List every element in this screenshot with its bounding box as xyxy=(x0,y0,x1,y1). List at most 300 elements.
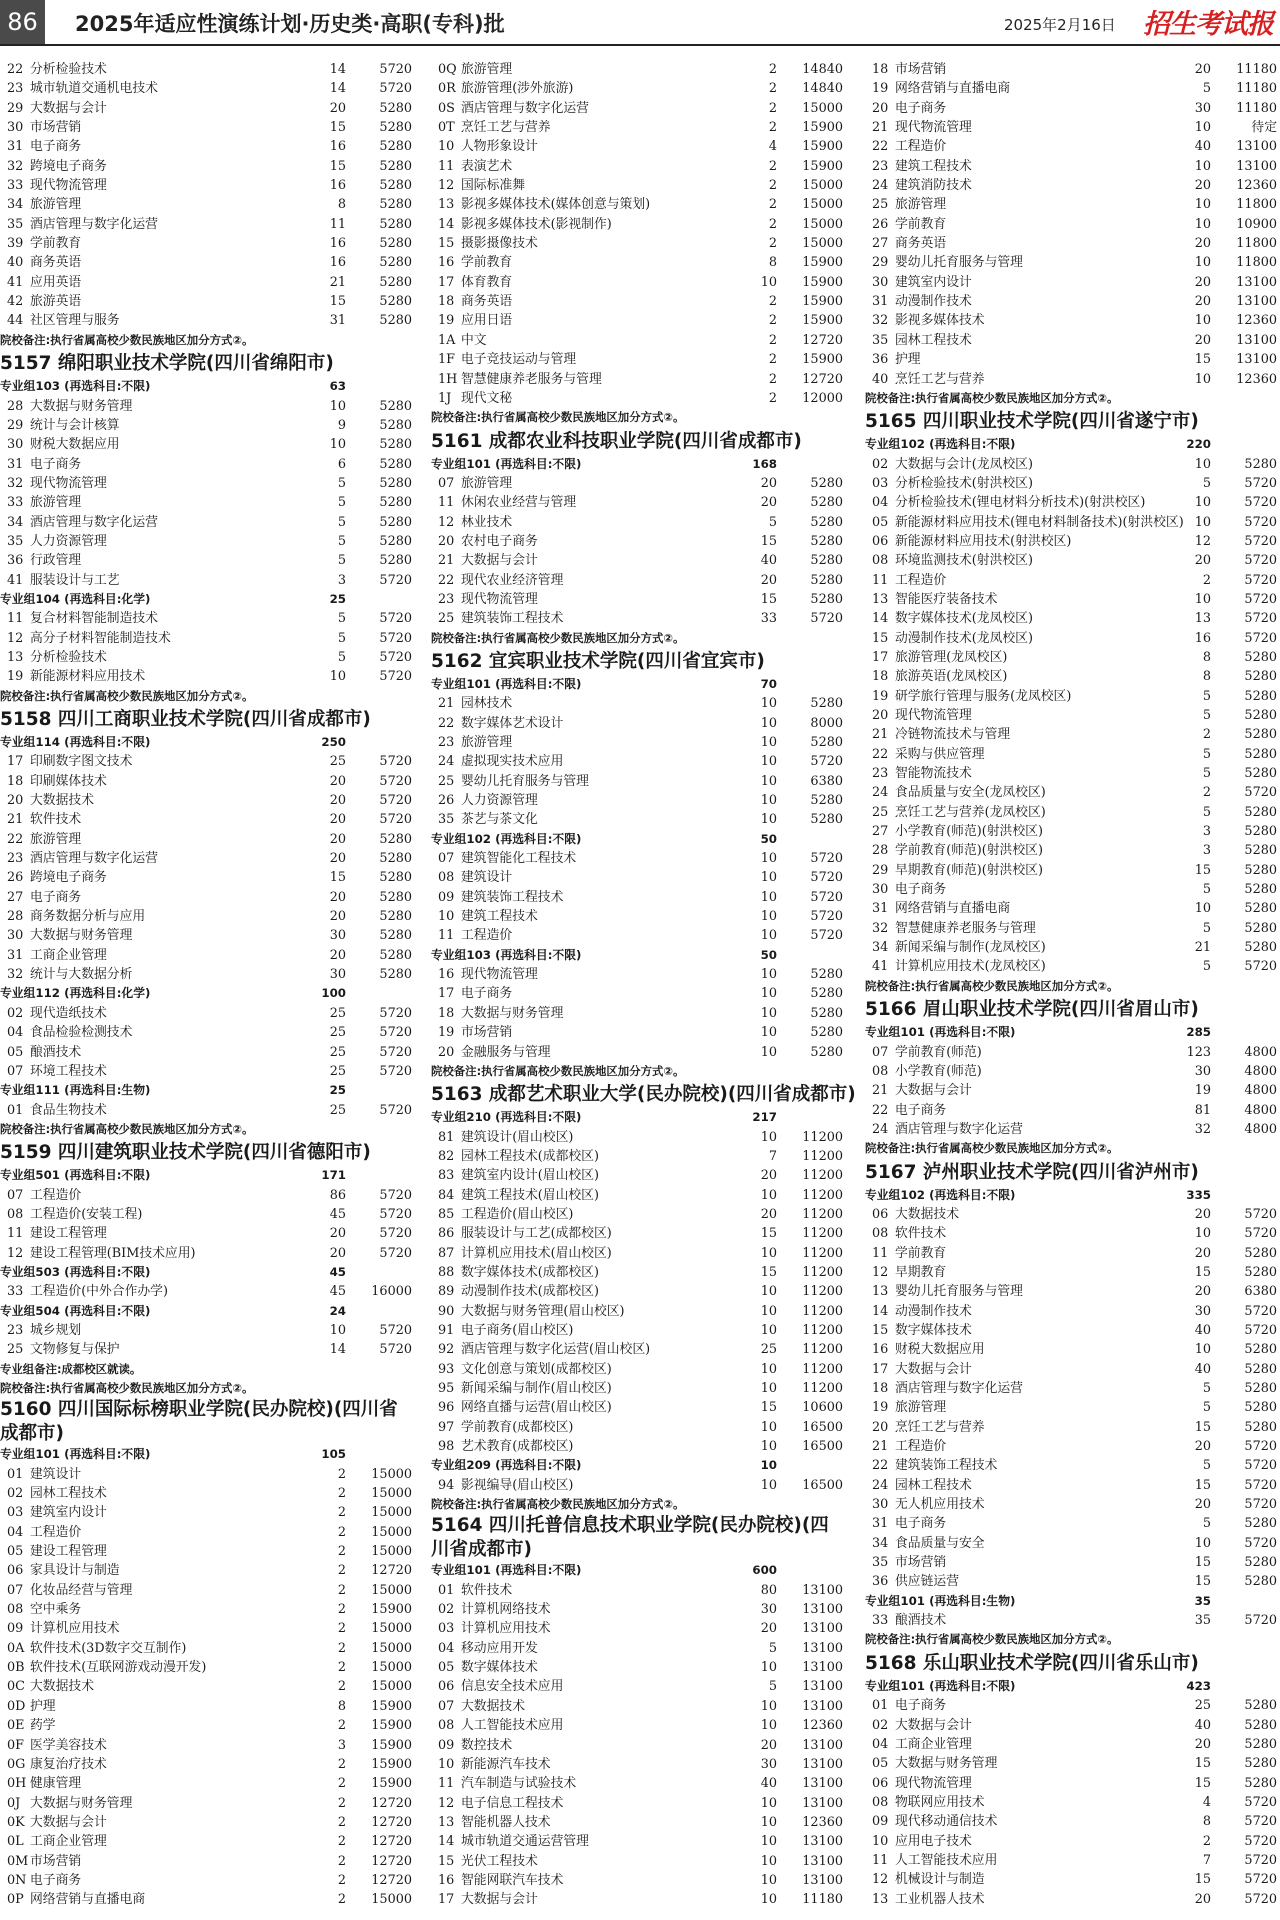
major-row xyxy=(865,803,1279,822)
major-group-row xyxy=(0,1081,413,1100)
major-group-row xyxy=(865,1023,1279,1042)
major-group-label: 专业组114 (再选科目:不限) xyxy=(0,735,151,749)
major-code: 21 xyxy=(438,696,455,712)
major-group-row xyxy=(0,984,413,1003)
major-quota: 2 xyxy=(768,313,777,329)
major-row xyxy=(865,1553,1279,1572)
major-quota: 10 xyxy=(1194,216,1211,232)
major-tuition: 11200 xyxy=(802,1342,843,1358)
major-group-quota: 24 xyxy=(329,1303,346,1318)
major-tuition: 13100 xyxy=(1236,332,1277,348)
major-name: 建筑设计 xyxy=(30,1466,82,1482)
major-row xyxy=(0,1871,413,1890)
major-name: 工程造价(眉山校区) xyxy=(461,1206,574,1222)
major-row xyxy=(0,435,413,454)
major-code: 23 xyxy=(438,735,455,750)
major-code: 04 xyxy=(438,1640,455,1656)
major-code: 17 xyxy=(438,986,455,1002)
major-row xyxy=(0,1542,413,1561)
major-row xyxy=(431,1581,845,1600)
major-row xyxy=(0,1794,413,1813)
major-row xyxy=(0,532,413,551)
major-row xyxy=(865,667,1279,686)
major-row xyxy=(431,1340,845,1359)
major-quota: 21 xyxy=(329,274,346,290)
major-quota: 20 xyxy=(1194,274,1211,290)
major-name: 大数据与会计 xyxy=(30,100,107,116)
major-tuition: 12720 xyxy=(371,1872,412,1888)
major-row xyxy=(0,1619,413,1638)
major-quota: 15 xyxy=(329,158,346,174)
major-tuition: 5280 xyxy=(379,158,412,174)
major-quota: 16 xyxy=(1194,630,1211,646)
major-quota: 10 xyxy=(760,1814,777,1830)
major-code: 06 xyxy=(872,1206,889,1222)
major-quota: 20 xyxy=(329,947,346,963)
major-row xyxy=(865,1890,1279,1909)
major-row xyxy=(865,311,1279,330)
major-row xyxy=(431,532,845,551)
major-tuition: 5280 xyxy=(379,456,412,472)
major-quota: 10 xyxy=(760,909,777,925)
major-row xyxy=(431,965,845,984)
major-row xyxy=(0,1282,413,1301)
major-code: 34 xyxy=(872,940,889,956)
major-group-label: 专业组101 (再选科目:不限) xyxy=(0,1447,151,1462)
major-quota: 25 xyxy=(329,1005,346,1021)
major-row xyxy=(431,888,845,907)
major-tuition: 12720 xyxy=(371,1563,412,1579)
major-tuition: 13100 xyxy=(802,1776,843,1792)
major-name: 动漫制作技术 xyxy=(895,1303,972,1319)
major-tuition: 5720 xyxy=(1244,1322,1277,1338)
major-row xyxy=(865,1418,1279,1437)
major-tuition: 5720 xyxy=(810,870,843,886)
major-code: 04 xyxy=(7,1524,24,1540)
major-code: 26 xyxy=(438,793,455,809)
major-row xyxy=(0,474,413,493)
major-name: 工程造价(安装工程) xyxy=(30,1206,143,1222)
remark-text: 院校备注:执行省属高校少数民族地区加分方式②。 xyxy=(865,390,1119,405)
major-tuition: 11200 xyxy=(802,1168,843,1184)
major-quota: 15 xyxy=(1194,1775,1211,1791)
major-name: 分析检验技术 xyxy=(30,62,107,77)
major-tuition: 11180 xyxy=(802,1892,843,1908)
major-code: 13 xyxy=(872,1284,889,1300)
major-name: 环境监测技术(射洪校区) xyxy=(895,553,1033,569)
major-name: 商务数据分析与应用 xyxy=(30,909,146,925)
major-code: 87 xyxy=(438,1245,455,1261)
school-name: 5166 眉山职业技术学院(四川省眉山市) xyxy=(865,999,1199,1021)
major-row xyxy=(865,1263,1279,1282)
major-quota: 15 xyxy=(1194,1419,1211,1435)
major-tuition: 5720 xyxy=(1244,1814,1277,1830)
major-row xyxy=(431,772,845,791)
major-name: 医学美容技术 xyxy=(30,1737,107,1753)
major-row xyxy=(865,590,1279,609)
major-quota: 10 xyxy=(1194,591,1211,607)
major-row xyxy=(0,888,413,907)
major-name: 园林技术 xyxy=(461,696,513,712)
major-quota: 30 xyxy=(1194,100,1211,116)
major-tuition: 6380 xyxy=(810,773,843,789)
major-row xyxy=(0,629,413,648)
major-row xyxy=(0,176,413,195)
major-code: 12 xyxy=(872,1264,889,1280)
major-name: 现代造纸技术 xyxy=(30,1005,107,1021)
major-name: 食品生物技术 xyxy=(30,1102,107,1118)
major-tuition: 13100 xyxy=(1236,352,1277,368)
major-code: 13 xyxy=(872,591,889,607)
major-code: 09 xyxy=(872,1814,889,1830)
major-quota: 30 xyxy=(329,928,346,944)
major-name: 现代物流管理 xyxy=(895,708,972,723)
major-code: 81 xyxy=(438,1129,455,1145)
major-tuition: 12360 xyxy=(1236,371,1277,387)
major-group-label: 专业组504 (再选科目:不限) xyxy=(0,1303,151,1318)
major-tuition: 5720 xyxy=(379,1102,412,1118)
major-quota: 10 xyxy=(760,274,777,290)
major-tuition: 13100 xyxy=(802,1853,843,1869)
major-quota: 10 xyxy=(760,1795,777,1811)
major-row xyxy=(865,1062,1279,1081)
major-quota: 10 xyxy=(760,928,777,944)
major-quota: 2 xyxy=(337,1602,346,1618)
major-quota: 20 xyxy=(1194,294,1211,310)
major-code: 06 xyxy=(872,533,889,549)
major-name: 电子商务 xyxy=(895,1516,947,1532)
major-row xyxy=(431,1379,845,1398)
major-row xyxy=(431,137,845,156)
major-name: 动漫制作技术(龙凤校区) xyxy=(895,630,1033,646)
major-tuition: 13100 xyxy=(802,1602,843,1618)
major-quota: 86 xyxy=(329,1187,346,1203)
major-tuition: 5280 xyxy=(1244,901,1277,917)
major-group-quota: 25 xyxy=(329,591,346,606)
newspaper-logo: 招生考试报 xyxy=(1143,9,1273,40)
major-code: 08 xyxy=(7,1602,24,1618)
major-row xyxy=(0,455,413,474)
major-quota: 2 xyxy=(768,352,777,368)
major-code: 36 xyxy=(872,1574,889,1590)
remark-text: 院校备注:执行省属高校少数民族地区加分方式②。 xyxy=(0,688,254,703)
major-code: 28 xyxy=(872,843,889,859)
major-row xyxy=(0,1561,413,1580)
major-quota: 10 xyxy=(760,1439,777,1455)
major-tuition: 10600 xyxy=(802,1400,843,1416)
major-code: 02 xyxy=(438,1602,455,1618)
major-row xyxy=(865,1205,1279,1224)
major-quota: 2 xyxy=(337,1776,346,1792)
major-name: 软件技术(互联网游戏动漫开发) xyxy=(30,1660,207,1676)
major-quota: 20 xyxy=(1194,1206,1211,1222)
major-tuition: 12000 xyxy=(802,390,843,406)
major-name: 社区管理与服务 xyxy=(30,313,120,329)
major-group-row xyxy=(431,1108,845,1127)
major-code: 0S xyxy=(438,100,455,116)
major-code: 18 xyxy=(872,669,889,685)
major-quota: 25 xyxy=(329,754,346,770)
major-quota: 20 xyxy=(1194,1284,1211,1300)
remark-text: 院校备注:执行省属高校少数民族地区加分方式②。 xyxy=(431,1063,685,1078)
major-code: 05 xyxy=(7,1044,24,1060)
major-row xyxy=(0,234,413,253)
major-quota: 7 xyxy=(1202,1852,1211,1868)
major-tuition: 15900 xyxy=(802,120,843,136)
major-quota: 20 xyxy=(1194,1439,1211,1455)
major-quota: 2 xyxy=(1202,727,1211,743)
major-tuition: 5280 xyxy=(1244,727,1277,743)
major-quota: 33 xyxy=(760,611,777,627)
major-group-row xyxy=(865,1592,1279,1611)
major-quota: 10 xyxy=(760,1129,777,1145)
major-name: 建设工程管理 xyxy=(30,1226,107,1242)
major-code: 17 xyxy=(7,754,24,770)
major-code: 15 xyxy=(438,1853,455,1869)
major-quota: 20 xyxy=(329,100,346,116)
major-row xyxy=(431,590,845,609)
major-code: 23 xyxy=(7,851,24,867)
major-code: 13 xyxy=(438,1814,455,1830)
major-code: 18 xyxy=(438,294,455,310)
major-quota: 20 xyxy=(329,1245,346,1261)
major-row xyxy=(865,1793,1279,1812)
major-code: 08 xyxy=(7,1206,24,1222)
major-name: 网络直播与运营(眉山校区) xyxy=(461,1400,612,1416)
major-code: 08 xyxy=(872,1226,889,1242)
major-tuition: 11200 xyxy=(802,1284,843,1300)
major-row xyxy=(0,1205,413,1224)
major-quota: 3 xyxy=(1202,824,1211,840)
major-group-quota: 250 xyxy=(321,735,346,749)
major-quota: 2 xyxy=(337,1505,346,1521)
major-name: 印刷媒体技术 xyxy=(30,773,107,789)
major-code: 01 xyxy=(872,1698,889,1714)
page-header xyxy=(0,0,1280,44)
major-row xyxy=(865,1456,1279,1475)
major-name: 现代农业经济管理 xyxy=(461,572,564,588)
major-tuition: 14840 xyxy=(802,62,843,77)
major-row xyxy=(865,1514,1279,1533)
major-row xyxy=(0,1774,413,1793)
major-quota: 3 xyxy=(337,1737,346,1753)
major-tuition: 15000 xyxy=(802,236,843,252)
major-name: 财税大数据应用 xyxy=(895,1342,985,1358)
major-code: 07 xyxy=(872,1044,889,1060)
major-row xyxy=(865,1870,1279,1889)
major-row xyxy=(865,861,1279,880)
major-name: 智能网联汽车技术 xyxy=(461,1872,564,1888)
major-code: 02 xyxy=(872,1717,889,1733)
major-tuition: 14840 xyxy=(802,81,843,97)
major-quota: 16 xyxy=(329,255,346,271)
major-row xyxy=(431,1736,845,1755)
major-group-label: 专业组101 (再选科目:不限) xyxy=(865,1025,1016,1040)
major-tuition: 5280 xyxy=(1244,688,1277,704)
major-row xyxy=(431,513,845,532)
major-code: 11 xyxy=(438,1776,455,1792)
column-3 xyxy=(865,60,1279,1909)
major-group-row xyxy=(865,435,1279,454)
major-group-label: 专业组501 (再选科目:不限) xyxy=(0,1168,151,1183)
school-name: 5165 四川职业技术学院(四川省遂宁市) xyxy=(865,411,1199,433)
major-tuition: 5280 xyxy=(379,216,412,232)
major-quota: 20 xyxy=(760,495,777,511)
major-code: 29 xyxy=(7,417,24,433)
major-quota: 5 xyxy=(1202,1516,1211,1532)
major-quota: 2 xyxy=(337,1814,346,1830)
major-group-row xyxy=(431,946,845,965)
remark-row xyxy=(0,1120,413,1139)
major-name: 酒店管理与数字化运营 xyxy=(30,216,158,232)
major-tuition: 5720 xyxy=(379,81,412,97)
major-quota: 30 xyxy=(760,1756,777,1772)
major-tuition: 15900 xyxy=(371,1698,412,1714)
major-tuition: 5720 xyxy=(379,669,412,685)
major-row xyxy=(431,292,845,311)
major-code: 14 xyxy=(438,1834,455,1850)
major-row xyxy=(865,60,1279,79)
major-code: 10 xyxy=(438,1756,455,1772)
major-row xyxy=(865,1534,1279,1553)
major-tuition: 5280 xyxy=(1244,1419,1277,1435)
major-tuition: 12720 xyxy=(371,1853,412,1869)
major-name: 光伏工程技术 xyxy=(461,1853,538,1869)
major-code: 09 xyxy=(438,889,455,905)
major-code: 15 xyxy=(872,630,889,646)
major-row xyxy=(0,1484,413,1503)
major-tuition: 5720 xyxy=(379,572,412,588)
major-tuition: 5280 xyxy=(1244,1736,1277,1752)
major-name: 旅游管理 xyxy=(895,197,947,213)
major-name: 现代文秘 xyxy=(461,390,513,406)
major-row xyxy=(431,907,845,926)
major-row xyxy=(431,1697,845,1716)
major-group-row xyxy=(431,830,845,849)
major-quota: 2 xyxy=(337,1660,346,1676)
major-name: 林业技术 xyxy=(461,514,513,530)
major-quota: 8 xyxy=(1202,649,1211,665)
major-group-quota: 105 xyxy=(321,1447,346,1462)
major-quota: 5 xyxy=(768,1679,777,1695)
major-code: 41 xyxy=(7,274,24,290)
major-quota: 2 xyxy=(768,197,777,213)
major-group-quota: 35 xyxy=(1194,1593,1211,1608)
major-tuition: 5280 xyxy=(1244,940,1277,956)
major-code: 0A xyxy=(7,1640,25,1656)
major-name: 应用日语 xyxy=(461,313,513,329)
major-name: 大数据与会计 xyxy=(895,1361,972,1377)
remark-row xyxy=(0,1379,413,1398)
major-quota: 2 xyxy=(768,390,777,406)
major-tuition: 11800 xyxy=(1236,255,1277,271)
major-name: 园林工程技术 xyxy=(895,332,972,348)
major-name: 电子商务(眉山校区) xyxy=(461,1322,574,1338)
major-tuition: 5280 xyxy=(1244,1756,1277,1772)
major-quota: 15 xyxy=(1194,1555,1211,1571)
major-quota: 10 xyxy=(760,696,777,712)
major-row xyxy=(0,849,413,868)
major-quota: 10 xyxy=(1194,371,1211,387)
major-tuition: 13100 xyxy=(802,1737,843,1753)
major-tuition: 5280 xyxy=(379,947,412,963)
major-row xyxy=(431,1224,845,1243)
major-tuition: 5720 xyxy=(1244,630,1277,646)
major-row xyxy=(431,493,845,512)
major-code: 94 xyxy=(438,1477,455,1493)
major-tuition: 5280 xyxy=(1244,920,1277,936)
major-row xyxy=(0,157,413,176)
major-code: 40 xyxy=(872,371,889,387)
major-quota: 5 xyxy=(1202,1458,1211,1474)
major-tuition: 15000 xyxy=(802,178,843,194)
major-tuition: 5280 xyxy=(1244,1264,1277,1280)
major-name: 统计与大数据分析 xyxy=(30,967,133,983)
major-name: 大数据与财务管理 xyxy=(461,1005,564,1021)
major-name: 大数据技术 xyxy=(895,1206,959,1222)
major-code: 14 xyxy=(872,611,889,627)
major-quota: 14 xyxy=(329,81,346,97)
major-row xyxy=(0,868,413,887)
major-name: 行政管理 xyxy=(30,553,82,569)
major-code: 35 xyxy=(438,812,455,828)
major-row xyxy=(865,532,1279,551)
major-quota: 20 xyxy=(760,1168,777,1184)
major-quota: 10 xyxy=(760,812,777,828)
school-header xyxy=(865,1159,1279,1186)
major-tuition: 5280 xyxy=(379,255,412,271)
major-group-row xyxy=(865,1186,1279,1205)
major-quota: 8 xyxy=(1202,1814,1211,1830)
major-quota: 10 xyxy=(760,1284,777,1300)
major-tuition: 11200 xyxy=(802,1322,843,1338)
major-tuition: 16500 xyxy=(802,1477,843,1493)
major-quota: 10 xyxy=(760,1303,777,1319)
major-tuition: 11200 xyxy=(802,1381,843,1396)
major-code: 22 xyxy=(872,139,889,155)
major-row xyxy=(865,176,1279,195)
major-name: 建筑工程技术 xyxy=(895,158,972,174)
major-code: 08 xyxy=(438,1718,455,1734)
major-tuition: 15000 xyxy=(371,1486,412,1502)
major-quota: 20 xyxy=(760,1206,777,1222)
major-tuition: 13100 xyxy=(802,1679,843,1695)
major-row xyxy=(0,810,413,829)
major-name: 人力资源管理 xyxy=(461,793,538,809)
major-name: 现代物流管理 xyxy=(895,1775,972,1791)
major-quota: 40 xyxy=(1194,139,1211,155)
major-code: 17 xyxy=(872,1361,889,1377)
major-group-label: 专业组101 (再选科目:不限) xyxy=(431,676,582,691)
major-name: 康复治疗技术 xyxy=(30,1756,107,1772)
major-name: 园林工程技术 xyxy=(895,1477,972,1493)
major-quota: 5 xyxy=(337,630,346,646)
major-row xyxy=(865,1043,1279,1062)
major-code: 03 xyxy=(7,1505,24,1521)
major-row xyxy=(865,783,1279,802)
major-tuition: 15900 xyxy=(371,1718,412,1734)
remark-row xyxy=(865,389,1279,408)
major-tuition: 16500 xyxy=(802,1419,843,1435)
major-row xyxy=(431,1619,845,1638)
major-quota: 10 xyxy=(1194,313,1211,329)
major-code: 19 xyxy=(438,1025,455,1041)
major-name: 早期教育(师范)(射洪校区) xyxy=(895,862,1043,878)
major-tuition: 11200 xyxy=(802,1148,843,1164)
major-code: 32 xyxy=(872,313,889,329)
major-tuition: 5280 xyxy=(1244,708,1277,723)
major-code: 30 xyxy=(7,928,24,944)
